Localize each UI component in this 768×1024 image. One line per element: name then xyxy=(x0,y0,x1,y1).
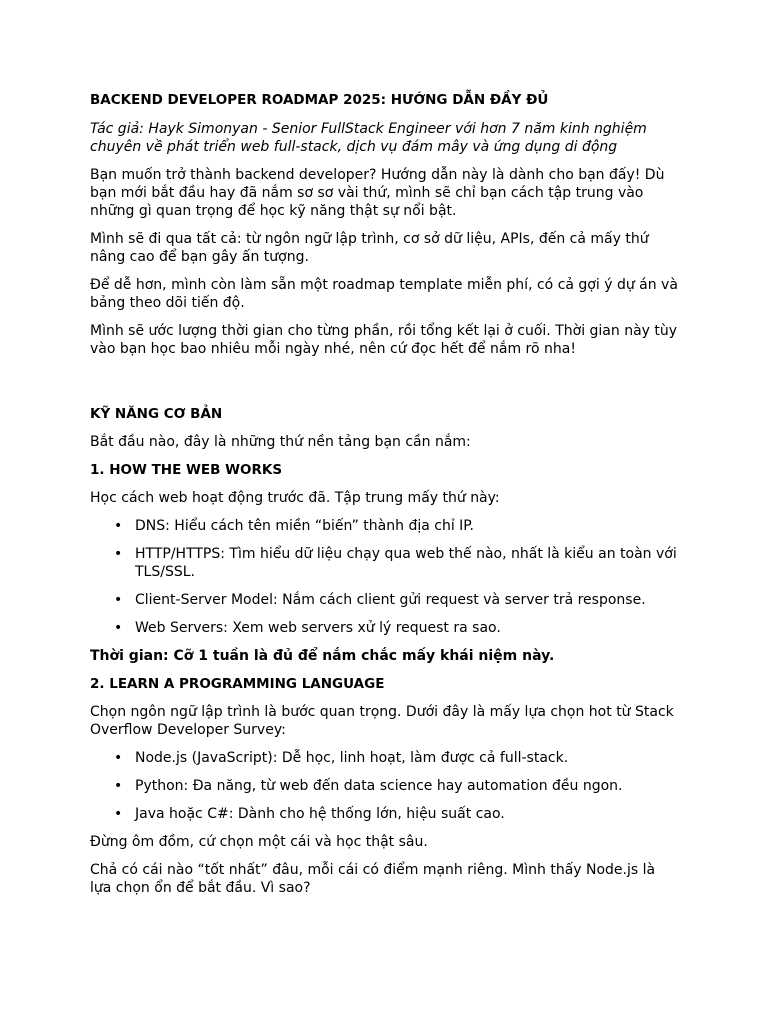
list-item-text: DNS: Hiểu cách tên miền “biến” thành địa chỉ IP. xyxy=(135,518,474,534)
list-item-text: Python: Đa năng, từ web đến data science hay automation đều ngon. xyxy=(135,778,623,794)
bullet-icon: • xyxy=(114,592,123,608)
list-item xyxy=(90,777,678,795)
subsection-intro: Học cách web hoạt động trước đã. Tập trung mấy thứ này: xyxy=(90,490,500,506)
list-item xyxy=(90,545,678,581)
section-heading: KỸ NĂNG CƠ BẢN xyxy=(90,406,223,422)
intro-paragraph: Để dễ hơn, mình còn làm sẵn một roadmap template miễn phí, có cả gợi ý dự án và bảng theo dõi tiến độ. xyxy=(90,277,678,311)
bullet-icon: • xyxy=(114,546,123,562)
author-line: Tác giả: Hayk Simonyan - Senior FullStack Engineer với hơn 7 năm kinh nghiệm chuyên về phát triển web full-stack, dịch vụ đám mây và ứng dụng di động xyxy=(90,121,647,155)
list-item xyxy=(90,749,678,767)
bullet-icon: • xyxy=(114,778,123,794)
list-item-text: Web Servers: Xem web servers xử lý request ra sao. xyxy=(135,620,501,636)
list-item xyxy=(90,517,678,535)
intro-paragraph: Mình sẽ đi qua tất cả: từ ngôn ngữ lập trình, cơ sở dữ liệu, APIs, đến cả mấy thứ nâng cao để bạn gây ấn tượng. xyxy=(90,231,649,265)
section-intro: Bắt đầu nào, đây là những thứ nền tảng bạn cần nắm: xyxy=(90,434,471,450)
bullet-list-web xyxy=(90,517,678,637)
list-item-text: Java hoặc C#: Dành cho hệ thống lớn, hiệu suất cao. xyxy=(135,806,505,822)
bullet-icon: • xyxy=(114,750,123,766)
body-paragraph: Đừng ôm đồm, cứ chọn một cái và học thật sâu. xyxy=(90,834,428,850)
list-item-text: Node.js (JavaScript): Dễ học, linh hoạt, làm được cả full-stack. xyxy=(135,750,569,766)
section-spacer xyxy=(90,368,678,405)
subsection-intro: Chọn ngôn ngữ lập trình là bước quan trọng. Dưới đây là mấy lựa chọn hot từ Stack Overflow Developer Survey: xyxy=(90,704,674,738)
list-item-text: Client-Server Model: Nắm cách client gửi request và server trả response. xyxy=(135,592,646,608)
bullet-icon: • xyxy=(114,518,123,534)
bullet-icon: • xyxy=(114,620,123,636)
time-estimate: Thời gian: Cỡ 1 tuần là đủ để nắm chắc mấy khái niệm này. xyxy=(90,648,555,664)
subsection-heading-language: 2. LEARN A PROGRAMMING LANGUAGE xyxy=(90,676,385,692)
subsection-heading-web: 1. HOW THE WEB WORKS xyxy=(90,462,283,478)
list-item xyxy=(90,619,678,637)
list-item-text: HTTP/HTTPS: Tìm hiểu dữ liệu chạy qua web thế nào, nhất là kiểu an toàn với TLS/SSL. xyxy=(135,546,677,580)
document-title: BACKEND DEVELOPER ROADMAP 2025: HƯỚNG DẪN ĐẦY ĐỦ xyxy=(90,92,549,108)
list-item xyxy=(90,591,678,609)
intro-paragraph: Bạn muốn trở thành backend developer? Hướng dẫn này là dành cho bạn đấy! Dù bạn mới bắt đầu hay đã nắm sơ sơ vài thứ, mình sẽ chỉ bạn cách tập trung vào những gì quan trọng để học kỹ năng thật sự nổi bật. xyxy=(90,167,665,219)
list-item xyxy=(90,805,678,823)
body-paragraph: Chả có cái nào “tốt nhất” đâu, mỗi cái có điểm mạnh riêng. Mình thấy Node.js là lựa chọn ổn để bắt đầu. Vì sao? xyxy=(90,862,656,896)
bullet-icon: • xyxy=(114,806,123,822)
intro-paragraph: Mình sẽ ước lượng thời gian cho từng phần, rồi tổng kết lại ở cuối. Thời gian này tùy vào bạn học bao nhiêu mỗi ngày nhé, nên cứ đọc hết để nắm rõ nha! xyxy=(90,323,678,357)
bullet-list-language xyxy=(90,749,678,823)
